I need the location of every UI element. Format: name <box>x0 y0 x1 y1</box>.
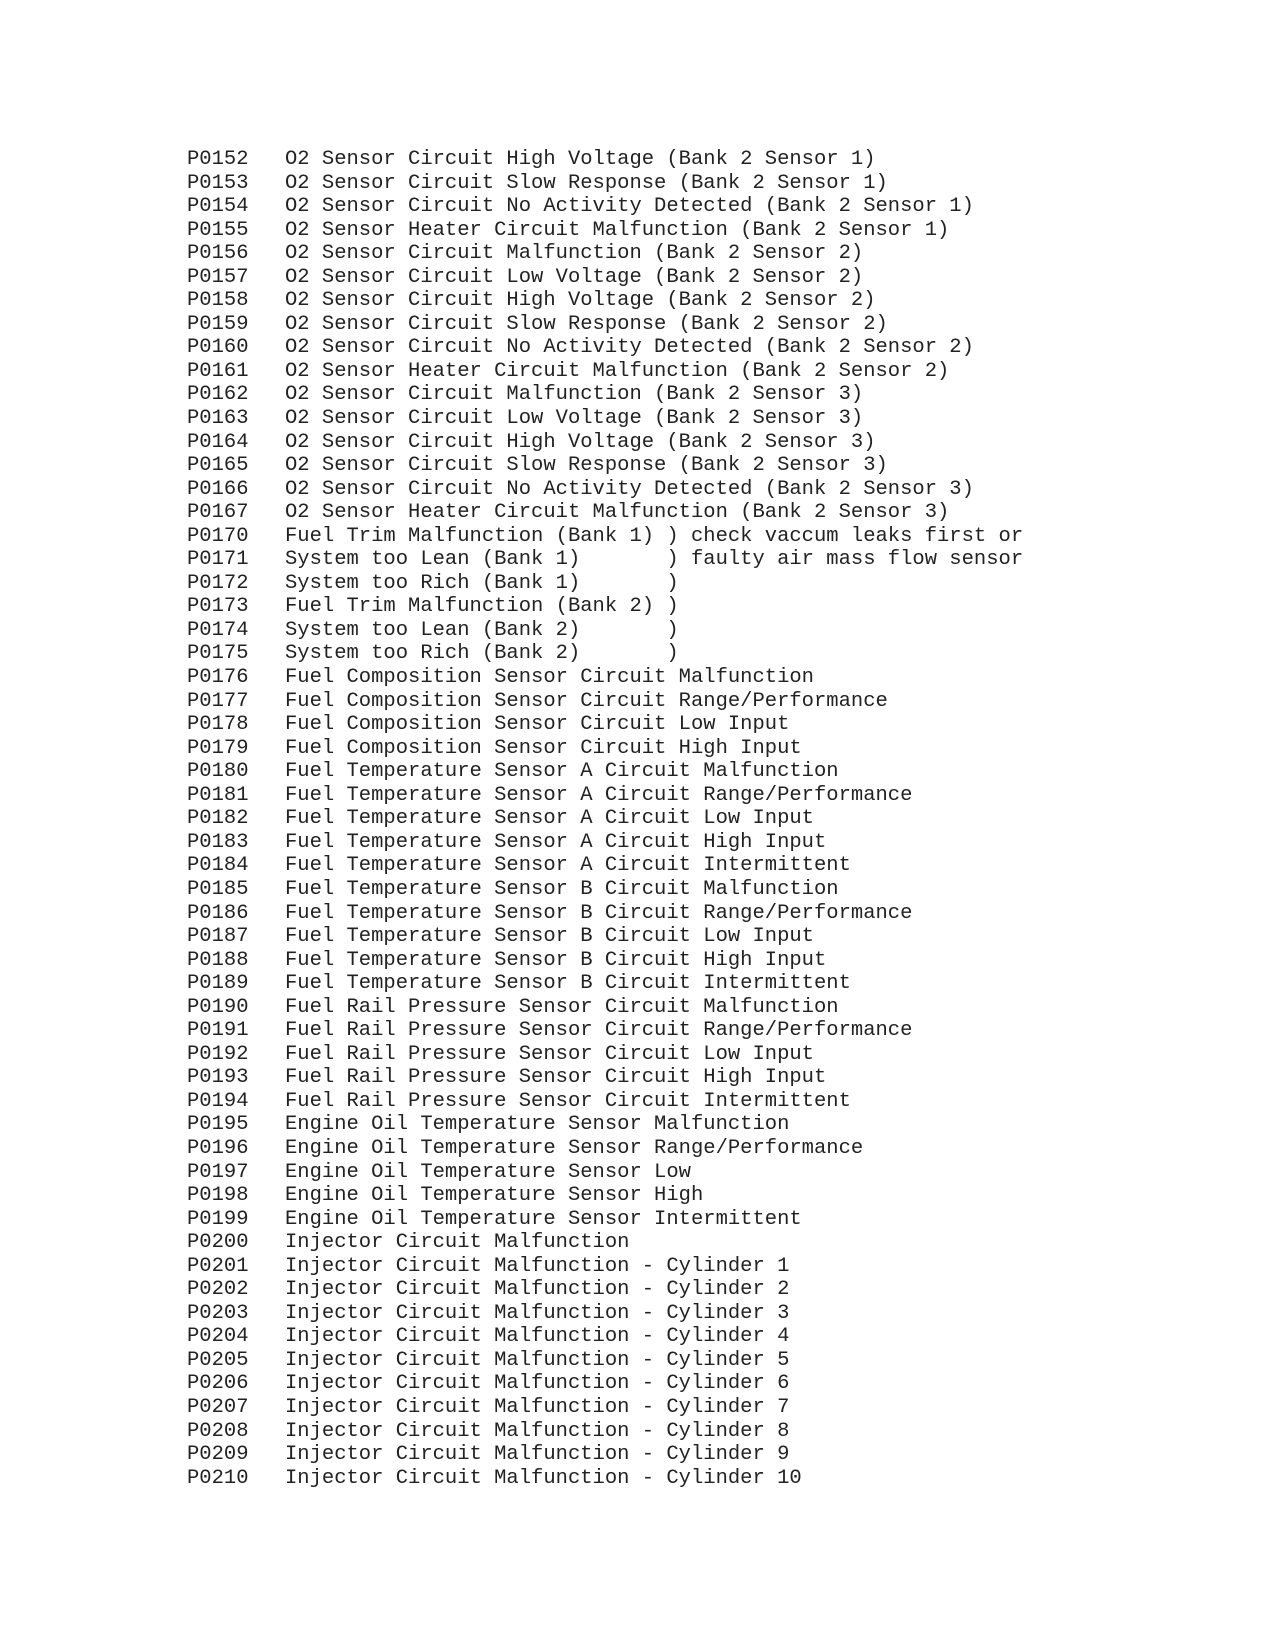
trouble-code: P0185 <box>187 877 249 901</box>
trouble-code: P0187 <box>187 925 249 949</box>
trouble-code: P0171 <box>187 548 249 572</box>
code-description: Injector Circuit Malfunction - Cylinder 2 <box>285 1278 790 1302</box>
trouble-code: P0195 <box>187 1113 249 1137</box>
trouble-code: P0165 <box>187 454 249 478</box>
code-description: Injector Circuit Malfunction <box>285 1231 630 1255</box>
code-description: O2 Sensor Circuit High Voltage (Bank 2 Sensor 3) <box>285 430 876 454</box>
code-row <box>187 525 1187 549</box>
code-row <box>187 878 1187 902</box>
code-description: Injector Circuit Malfunction - Cylinder 8 <box>285 1419 790 1443</box>
code-description: Injector Circuit Malfunction - Cylinder 6 <box>285 1372 790 1396</box>
trouble-code: P0154 <box>187 195 249 219</box>
code-row <box>187 807 1187 831</box>
trouble-code: P0202 <box>187 1278 249 1302</box>
trouble-code: P0152 <box>187 148 249 171</box>
code-row <box>187 902 1187 926</box>
trouble-code: P0175 <box>187 642 249 666</box>
code-row <box>187 195 1187 219</box>
code-row <box>187 949 1187 973</box>
code-row <box>187 737 1187 761</box>
trouble-code: P0164 <box>187 430 249 454</box>
code-description: Engine Oil Temperature Sensor Range/Performance <box>285 1136 864 1160</box>
code-row <box>187 454 1187 478</box>
code-row <box>187 313 1187 337</box>
trouble-code: P0180 <box>187 760 249 784</box>
trouble-code: P0155 <box>187 218 249 242</box>
code-row <box>187 1349 1187 1373</box>
trouble-code: P0156 <box>187 242 249 266</box>
code-row <box>187 760 1187 784</box>
trouble-code: P0161 <box>187 359 249 383</box>
code-row <box>187 1066 1187 1090</box>
code-row <box>187 1208 1187 1232</box>
code-row <box>187 172 1187 196</box>
code-description: Injector Circuit Malfunction - Cylinder 10 <box>285 1466 802 1490</box>
code-description: O2 Sensor Circuit Slow Response (Bank 2 Sensor 2) <box>285 312 888 336</box>
trouble-code: P0159 <box>187 312 249 336</box>
trouble-code: P0186 <box>187 901 249 925</box>
code-row <box>187 431 1187 455</box>
code-row <box>187 407 1187 431</box>
code-row <box>187 360 1187 384</box>
code-description: Engine Oil Temperature Sensor Malfunction <box>285 1113 790 1137</box>
code-row <box>187 501 1187 525</box>
trouble-code: P0182 <box>187 807 249 831</box>
code-row <box>187 831 1187 855</box>
code-description: O2 Sensor Heater Circuit Malfunction (Bank 2 Sensor 2) <box>285 359 950 383</box>
code-description: Fuel Composition Sensor Circuit Range/Performance <box>285 689 888 713</box>
code-description: O2 Sensor Circuit Slow Response (Bank 2 Sensor 3) <box>285 454 888 478</box>
code-description: Injector Circuit Malfunction - Cylinder 3 <box>285 1301 790 1325</box>
code-row <box>187 713 1187 737</box>
code-description: Injector Circuit Malfunction - Cylinder 4 <box>285 1325 790 1349</box>
code-description: System too Lean (Bank 1) ) faulty air mass flow sensor <box>285 548 1024 572</box>
code-row <box>187 1443 1187 1467</box>
code-description: Fuel Temperature Sensor A Circuit Intermittent <box>285 854 851 878</box>
code-description: Fuel Rail Pressure Sensor Circuit Range/Performance <box>285 1019 913 1043</box>
code-description: O2 Sensor Circuit Malfunction (Bank 2 Sensor 3) <box>285 383 864 407</box>
code-row <box>187 242 1187 266</box>
trouble-code: P0166 <box>187 477 249 501</box>
code-row <box>187 1278 1187 1302</box>
code-row <box>187 1137 1187 1161</box>
trouble-code: P0199 <box>187 1207 249 1231</box>
code-row <box>187 148 1187 172</box>
code-row <box>187 572 1187 596</box>
trouble-code: P0174 <box>187 618 249 642</box>
code-row <box>187 1043 1187 1067</box>
code-row <box>187 784 1187 808</box>
code-description: O2 Sensor Circuit High Voltage (Bank 2 Sensor 1) <box>285 148 876 171</box>
code-description: Fuel Trim Malfunction (Bank 1) ) check vaccum leaks first or <box>285 524 1024 548</box>
code-row <box>187 336 1187 360</box>
trouble-code: P0158 <box>187 289 249 313</box>
code-description: Injector Circuit Malfunction - Cylinder 5 <box>285 1348 790 1372</box>
code-description: O2 Sensor Circuit Malfunction (Bank 2 Sensor 2) <box>285 242 864 266</box>
trouble-code: P0198 <box>187 1184 249 1208</box>
code-description: O2 Sensor Circuit Slow Response (Bank 2 Sensor 1) <box>285 171 888 195</box>
code-description: Engine Oil Temperature Sensor High <box>285 1184 704 1208</box>
code-row <box>187 219 1187 243</box>
code-row <box>187 478 1187 502</box>
code-description: Injector Circuit Malfunction - Cylinder 7 <box>285 1395 790 1419</box>
code-row <box>187 1090 1187 1114</box>
code-description: O2 Sensor Circuit No Activity Detected (Bank 2 Sensor 2) <box>285 336 974 360</box>
code-row <box>187 1302 1187 1326</box>
code-row <box>187 619 1187 643</box>
trouble-code: P0204 <box>187 1325 249 1349</box>
trouble-code: P0190 <box>187 995 249 1019</box>
trouble-code: P0172 <box>187 571 249 595</box>
code-description: Fuel Composition Sensor Circuit Malfunction <box>285 666 814 690</box>
trouble-code: P0173 <box>187 595 249 619</box>
code-description: O2 Sensor Circuit Low Voltage (Bank 2 Sensor 3) <box>285 407 864 431</box>
code-description: Fuel Temperature Sensor A Circuit High Input <box>285 830 827 854</box>
code-row <box>187 996 1187 1020</box>
trouble-code: P0176 <box>187 666 249 690</box>
code-description: Fuel Rail Pressure Sensor Circuit Malfunction <box>285 995 839 1019</box>
trouble-code: P0208 <box>187 1419 249 1443</box>
trouble-code: P0179 <box>187 736 249 760</box>
code-row <box>187 1113 1187 1137</box>
code-row <box>187 1325 1187 1349</box>
code-description: O2 Sensor Circuit No Activity Detected (Bank 2 Sensor 1) <box>285 195 974 219</box>
code-row <box>187 1184 1187 1208</box>
trouble-code: P0209 <box>187 1443 249 1467</box>
trouble-code: P0157 <box>187 265 249 289</box>
code-description: System too Rich (Bank 2) ) <box>285 642 679 666</box>
code-row <box>187 1396 1187 1420</box>
code-description: Fuel Rail Pressure Sensor Circuit High Input <box>285 1066 827 1090</box>
trouble-code: P0153 <box>187 171 249 195</box>
trouble-code: P0205 <box>187 1348 249 1372</box>
trouble-code: P0196 <box>187 1136 249 1160</box>
code-row <box>187 1420 1187 1444</box>
trouble-code: P0178 <box>187 713 249 737</box>
trouble-code: P0170 <box>187 524 249 548</box>
code-description: Fuel Composition Sensor Circuit High Input <box>285 736 802 760</box>
code-row <box>187 690 1187 714</box>
code-description: Fuel Trim Malfunction (Bank 2) ) <box>285 595 679 619</box>
trouble-code: P0206 <box>187 1372 249 1396</box>
code-row <box>187 972 1187 996</box>
code-description: Fuel Temperature Sensor B Circuit Intermittent <box>285 972 851 996</box>
code-description: O2 Sensor Heater Circuit Malfunction (Bank 2 Sensor 3) <box>285 501 950 525</box>
code-description: Fuel Temperature Sensor B Circuit Range/Performance <box>285 901 913 925</box>
trouble-code: P0184 <box>187 854 249 878</box>
trouble-code: P0181 <box>187 783 249 807</box>
code-description: O2 Sensor Heater Circuit Malfunction (Bank 2 Sensor 1) <box>285 218 950 242</box>
trouble-code: P0160 <box>187 336 249 360</box>
trouble-code: P0188 <box>187 948 249 972</box>
trouble-code: P0193 <box>187 1066 249 1090</box>
code-description: Fuel Temperature Sensor B Circuit High Input <box>285 948 827 972</box>
code-description: System too Lean (Bank 2) ) <box>285 618 679 642</box>
code-description: Injector Circuit Malfunction - Cylinder 1 <box>285 1254 790 1278</box>
code-row <box>187 1467 1187 1491</box>
code-row <box>187 1231 1187 1255</box>
trouble-code: P0162 <box>187 383 249 407</box>
code-description: Engine Oil Temperature Sensor Intermittent <box>285 1207 802 1231</box>
code-row <box>187 1372 1187 1396</box>
code-row <box>187 925 1187 949</box>
code-description: Injector Circuit Malfunction - Cylinder 9 <box>285 1443 790 1467</box>
code-description: Fuel Rail Pressure Sensor Circuit Intermittent <box>285 1089 851 1113</box>
code-row <box>187 595 1187 619</box>
code-description: Fuel Temperature Sensor A Circuit Low Input <box>285 807 814 831</box>
code-description: Fuel Temperature Sensor A Circuit Malfunction <box>285 760 839 784</box>
code-description: Fuel Composition Sensor Circuit Low Input <box>285 713 790 737</box>
code-description: Fuel Temperature Sensor A Circuit Range/Performance <box>285 783 913 807</box>
code-row <box>187 1019 1187 1043</box>
code-row <box>187 854 1187 878</box>
trouble-code: P0191 <box>187 1019 249 1043</box>
trouble-code: P0200 <box>187 1231 249 1255</box>
code-description: Fuel Temperature Sensor B Circuit Malfunction <box>285 877 839 901</box>
code-row <box>187 289 1187 313</box>
trouble-code: P0207 <box>187 1395 249 1419</box>
trouble-code: P0203 <box>187 1301 249 1325</box>
code-description: O2 Sensor Circuit High Voltage (Bank 2 Sensor 2) <box>285 289 876 313</box>
code-description: Fuel Temperature Sensor B Circuit Low Input <box>285 925 814 949</box>
code-row <box>187 642 1187 666</box>
trouble-code: P0167 <box>187 501 249 525</box>
trouble-code: P0177 <box>187 689 249 713</box>
trouble-code: P0201 <box>187 1254 249 1278</box>
trouble-code: P0163 <box>187 407 249 431</box>
code-description: System too Rich (Bank 1) ) <box>285 571 679 595</box>
code-description: O2 Sensor Circuit No Activity Detected (Bank 2 Sensor 3) <box>285 477 974 501</box>
diagnostic-code-list <box>187 148 1187 1490</box>
trouble-code: P0183 <box>187 830 249 854</box>
code-row <box>187 1161 1187 1185</box>
trouble-code: P0210 <box>187 1466 249 1490</box>
code-row <box>187 383 1187 407</box>
code-row <box>187 548 1187 572</box>
code-description: Fuel Rail Pressure Sensor Circuit Low Input <box>285 1042 814 1066</box>
code-row <box>187 666 1187 690</box>
trouble-code: P0192 <box>187 1042 249 1066</box>
trouble-code: P0194 <box>187 1089 249 1113</box>
trouble-code: P0189 <box>187 972 249 996</box>
code-description: O2 Sensor Circuit Low Voltage (Bank 2 Sensor 2) <box>285 265 864 289</box>
code-row <box>187 266 1187 290</box>
code-row <box>187 1255 1187 1279</box>
code-description: Engine Oil Temperature Sensor Low <box>285 1160 691 1184</box>
trouble-code: P0197 <box>187 1160 249 1184</box>
